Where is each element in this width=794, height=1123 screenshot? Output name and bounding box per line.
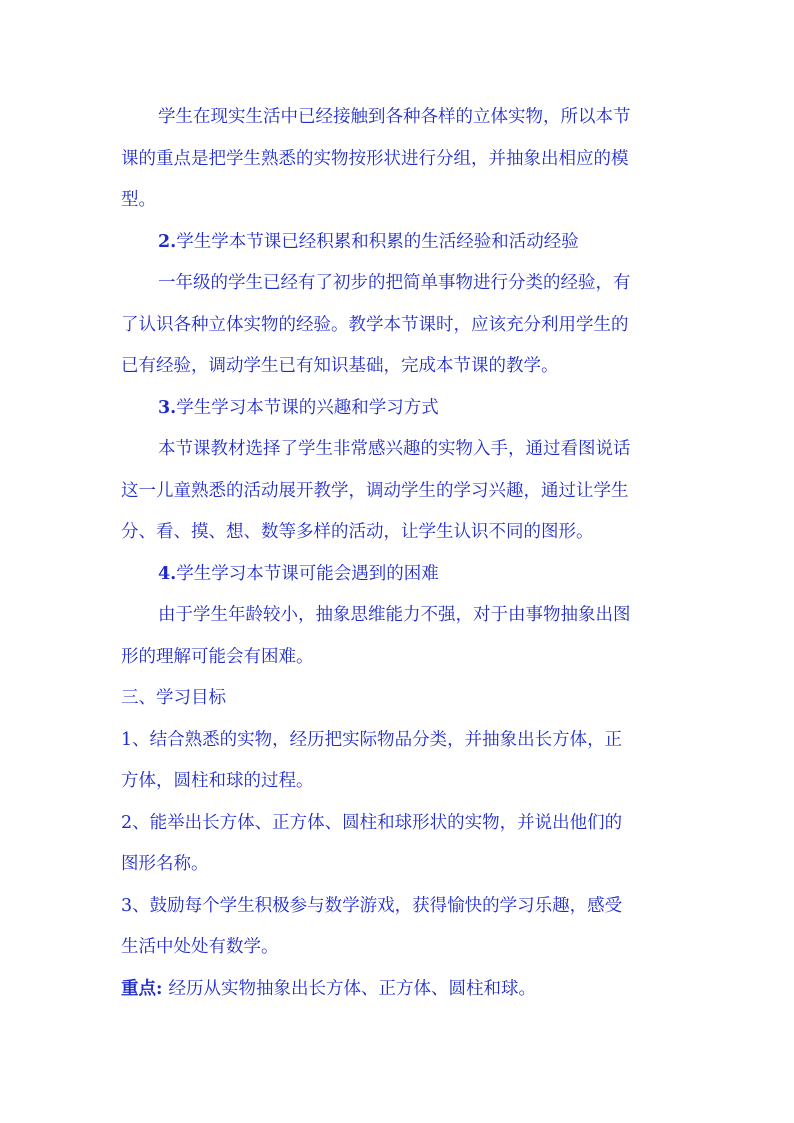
subheading-text: 学生学习本节课的兴趣和学习方式	[176, 398, 439, 418]
goal-line: 图形名称。	[121, 854, 209, 874]
paragraph-line: 学生在现实生活中已经接触到各种各样的立体实物，所以本节	[158, 107, 631, 127]
subheading-number: 3.	[158, 398, 177, 418]
key-point-text: 经历从实物抽象出长方体、正方体、圆柱和球。	[168, 979, 536, 999]
goal-line: 3、鼓励每个学生积极参与数学游戏，获得愉快的学习乐趣，感受	[121, 896, 623, 916]
goal-line: 方体，圆柱和球的过程。	[121, 771, 314, 791]
paragraph-line: 形的理解可能会有困难。	[121, 647, 314, 667]
key-point	[121, 978, 536, 1000]
key-point-label: 重点:	[121, 979, 163, 999]
subheading-number: 4.	[158, 564, 177, 584]
subheading-2	[158, 231, 579, 253]
goal-line: 生活中处处有数学。	[121, 937, 279, 957]
paragraph-line: 课的重点是把学生熟悉的实物按形状进行分组，并抽象出相应的模	[121, 149, 629, 169]
paragraph-line: 了认识各种立体实物的经验。教学本节课时，应该充分利用学生的	[121, 315, 629, 335]
goal-line: 1、结合熟悉的实物，经历把实际物品分类，并抽象出长方体，正	[121, 730, 623, 750]
paragraph-line: 已有经验，调动学生已有知识基础，完成本节课的教学。	[121, 356, 559, 376]
paragraph-line: 本节课教材选择了学生非常感兴趣的实物入手，通过看图说话	[158, 439, 631, 459]
paragraph-line: 这一儿童熟悉的活动展开教学，调动学生的学习兴趣，通过让学生	[121, 481, 629, 501]
subheading-text: 学生学本节课已经积累和积累的生活经验和活动经验	[176, 232, 579, 252]
subheading-3	[158, 397, 439, 419]
subheading-4	[158, 563, 439, 585]
paragraph-line: 由于学生年龄较小，抽象思维能力不强，对于由事物抽象出图	[158, 605, 631, 625]
paragraph-line: 一年级的学生已经有了初步的把简单事物进行分类的经验，有	[158, 273, 631, 293]
subheading-number: 2.	[158, 232, 177, 252]
paragraph-line: 型。	[121, 190, 156, 210]
goal-line: 2、能举出长方体、正方体、圆柱和球形状的实物，并说出他们的	[121, 813, 623, 833]
section-heading: 三、学习目标	[121, 688, 226, 708]
subheading-text: 学生学习本节课可能会遇到的困难	[176, 564, 439, 584]
paragraph-line: 分、看、摸、想、数等多样的活动，让学生认识不同的图形。	[121, 522, 594, 542]
